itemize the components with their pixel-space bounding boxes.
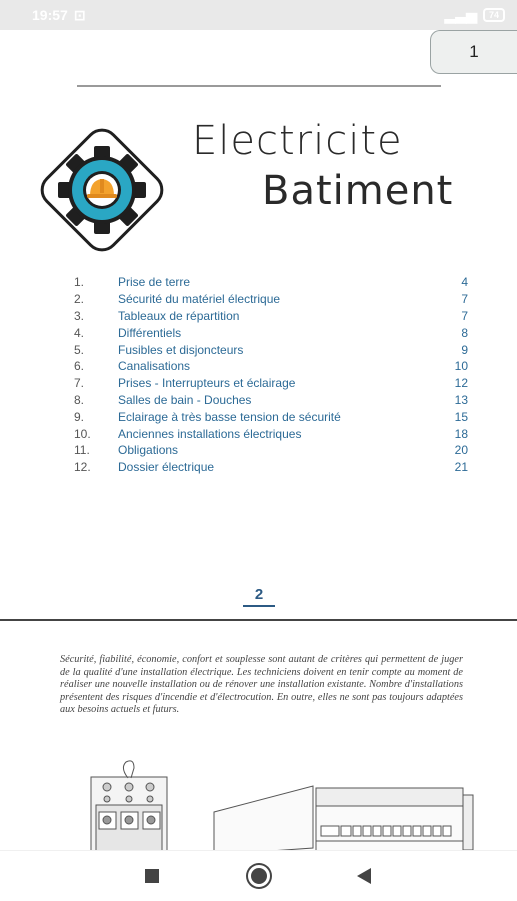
toc-label: Prises - Interrupteurs et éclairage xyxy=(118,376,296,391)
toc-label: Anciennes installations électriques xyxy=(118,426,302,441)
signal-icon: ▂▃▅ xyxy=(444,6,477,23)
toc-number: 11. xyxy=(74,443,90,458)
toc-label: Fusibles et disjoncteurs xyxy=(118,342,244,357)
toc-label: Obligations xyxy=(118,443,179,458)
toc-item[interactable] xyxy=(74,274,468,291)
toc-page: 15 xyxy=(454,409,468,424)
toc-page: 9 xyxy=(461,342,468,357)
toc-label: Salles de bain - Douches xyxy=(118,392,252,407)
toc-label: Eclairage à très basse tension de sécurité xyxy=(118,409,341,424)
toc-label: Tableaux de répartition xyxy=(118,308,240,323)
toc-item[interactable] xyxy=(74,408,468,425)
table-of-contents xyxy=(74,274,468,476)
toc-label: Prise de terre xyxy=(118,275,191,290)
toc-label: Différentiels xyxy=(118,325,182,340)
toc-label: Dossier électrique xyxy=(118,460,215,475)
document-title-line2: Batiment xyxy=(262,168,454,214)
battery-icon xyxy=(483,8,505,22)
toc-label: Canalisations xyxy=(118,359,191,374)
home-button[interactable] xyxy=(229,851,289,901)
toc-page: 4 xyxy=(461,275,468,290)
alarm-icon: ⊡ xyxy=(73,6,86,23)
page-break-divider xyxy=(0,619,517,621)
toc-page: 7 xyxy=(461,292,468,307)
toc-number: 4. xyxy=(74,325,85,340)
toc-page: 20 xyxy=(454,443,468,458)
status-time: 19:57 xyxy=(32,7,68,23)
square-icon xyxy=(145,869,159,883)
toc-number: 1. xyxy=(74,275,85,290)
triangle-back-icon xyxy=(357,868,371,884)
toc-item[interactable] xyxy=(74,375,468,392)
toc-item[interactable] xyxy=(74,442,468,459)
circle-icon xyxy=(248,865,270,887)
toc-number: 12. xyxy=(74,460,91,475)
toc-item[interactable] xyxy=(74,341,468,358)
navigation-bar xyxy=(0,850,517,901)
battery-level: 74 xyxy=(488,10,499,20)
page-badge-number: 1 xyxy=(469,42,479,61)
intro-paragraph: Sécurité, fiabilité, économie, confort et souplesse sont autant de critères qui permettent de juger de la qualité d'une installation électrique. Les techniciens doivent en tenir compte au moment de réaliser une nouvelle installation ou de rénover une installation existante. Nombre d'installations présentent des risques d'incendie et d'électrocution. En outre, elles ne sont pas toujours adaptées aux besoins actuels et futurs. xyxy=(60,654,463,716)
toc-item[interactable] xyxy=(74,459,468,476)
document-title-line1: Electricite xyxy=(192,118,403,164)
toc-page: 7 xyxy=(461,308,468,323)
document-viewer[interactable] xyxy=(0,30,517,850)
toc-page: 12 xyxy=(454,376,468,391)
toc-number: 3. xyxy=(74,308,85,323)
toc-page: 13 xyxy=(454,392,468,407)
toc-number: 7. xyxy=(74,376,85,391)
top-divider xyxy=(77,85,441,87)
toc-number: 10. xyxy=(74,426,91,441)
toc-item[interactable] xyxy=(74,324,468,341)
toc-item[interactable] xyxy=(74,308,468,325)
page-number-underline xyxy=(243,605,275,607)
page-number: 2 xyxy=(254,586,264,603)
toc-item[interactable] xyxy=(74,291,468,308)
toc-label: Sécurité du matériel électrique xyxy=(118,292,281,307)
toc-number: 2. xyxy=(74,292,85,307)
toc-page: 10 xyxy=(454,359,468,374)
toc-item[interactable] xyxy=(74,358,468,375)
back-button[interactable] xyxy=(334,851,394,901)
toc-page: 21 xyxy=(454,460,468,475)
electrical-panel-illustration xyxy=(0,750,517,855)
gear-helmet-icon xyxy=(22,110,182,270)
page-badge[interactable] xyxy=(430,30,517,74)
toc-page: 18 xyxy=(454,426,468,441)
status-bar xyxy=(0,0,517,30)
toc-page: 8 xyxy=(461,325,468,340)
recent-apps-button[interactable] xyxy=(122,851,182,901)
toc-number: 5. xyxy=(74,342,85,357)
toc-number: 9. xyxy=(74,409,85,424)
toc-item[interactable] xyxy=(74,392,468,409)
toc-number: 8. xyxy=(74,392,85,407)
toc-item[interactable] xyxy=(74,425,468,442)
toc-number: 6. xyxy=(74,359,85,374)
